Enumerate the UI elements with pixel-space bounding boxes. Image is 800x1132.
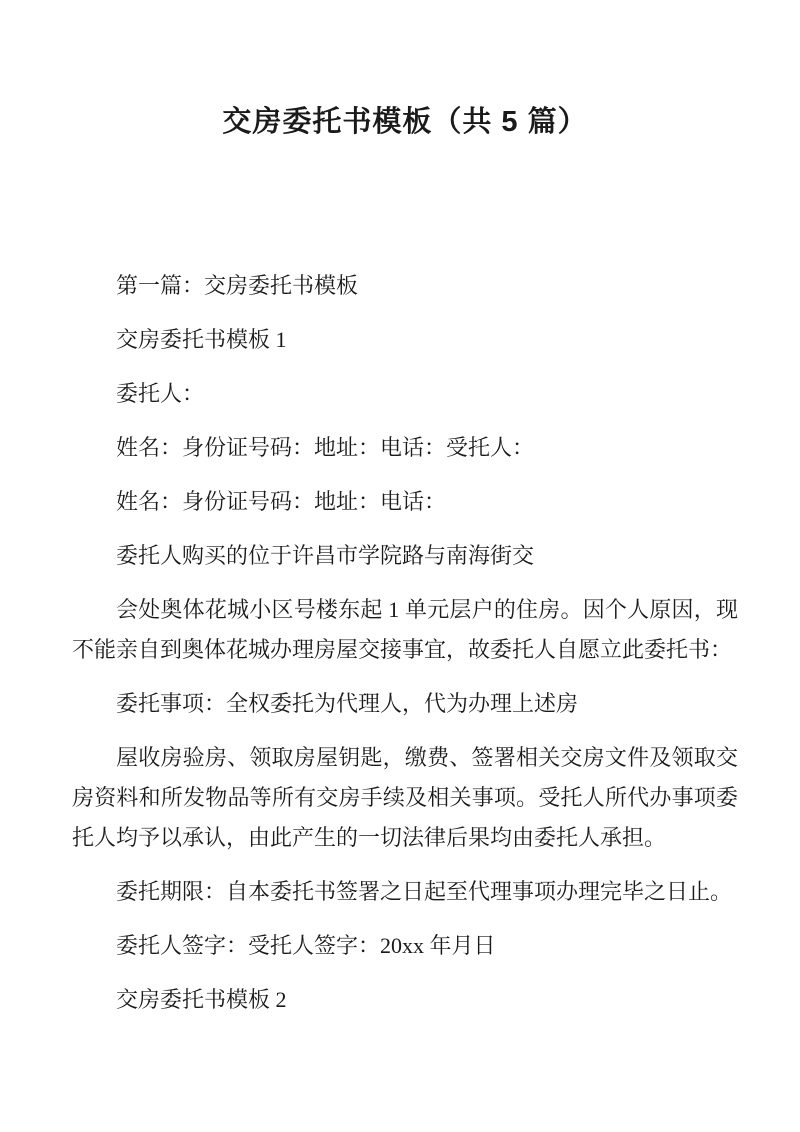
document-body xyxy=(72,266,738,1020)
paragraph: 委托期限：自本委托书签署之日起至代理事项办理完毕之日止。 xyxy=(116,879,733,904)
paragraph: 交房委托书模板 2 xyxy=(116,987,287,1012)
paragraph: 委托事项：全权委托为代理人，代为办理上述房 xyxy=(116,691,579,716)
paragraph: 屋收房验房、领取房屋钥匙，缴费、签署相关交房文件及领取交房资料和所发物品等所有交房手续及相关事项。受托人所代办事项委托人均予以承认，由此产生的一切法律后果均由委托人承担。 xyxy=(72,745,738,850)
document-title: 交房委托书模板（共 5 篇） xyxy=(222,106,588,138)
paragraph: 委托人签字：受托人签字：20xx 年月日 xyxy=(116,933,496,958)
paragraph: 第一篇：交房委托书模板 xyxy=(116,273,359,298)
paragraph: 姓名：身份证号码：地址：电话： xyxy=(116,489,447,514)
paragraph: 交房委托书模板 1 xyxy=(116,327,287,352)
paragraph: 委托人购买的位于许昌市学院路与南海街交 xyxy=(116,543,535,568)
paragraph: 会处奥体花城小区号楼东起 1 单元层户的住房。因个人原因，现不能亲自到奥体花城办理房屋交接事宜，故委托人自愿立此委托书： xyxy=(72,597,738,662)
paragraph: 委托人： xyxy=(116,381,205,406)
paragraph: 姓名：身份证号码：地址：电话：受托人： xyxy=(116,435,535,460)
